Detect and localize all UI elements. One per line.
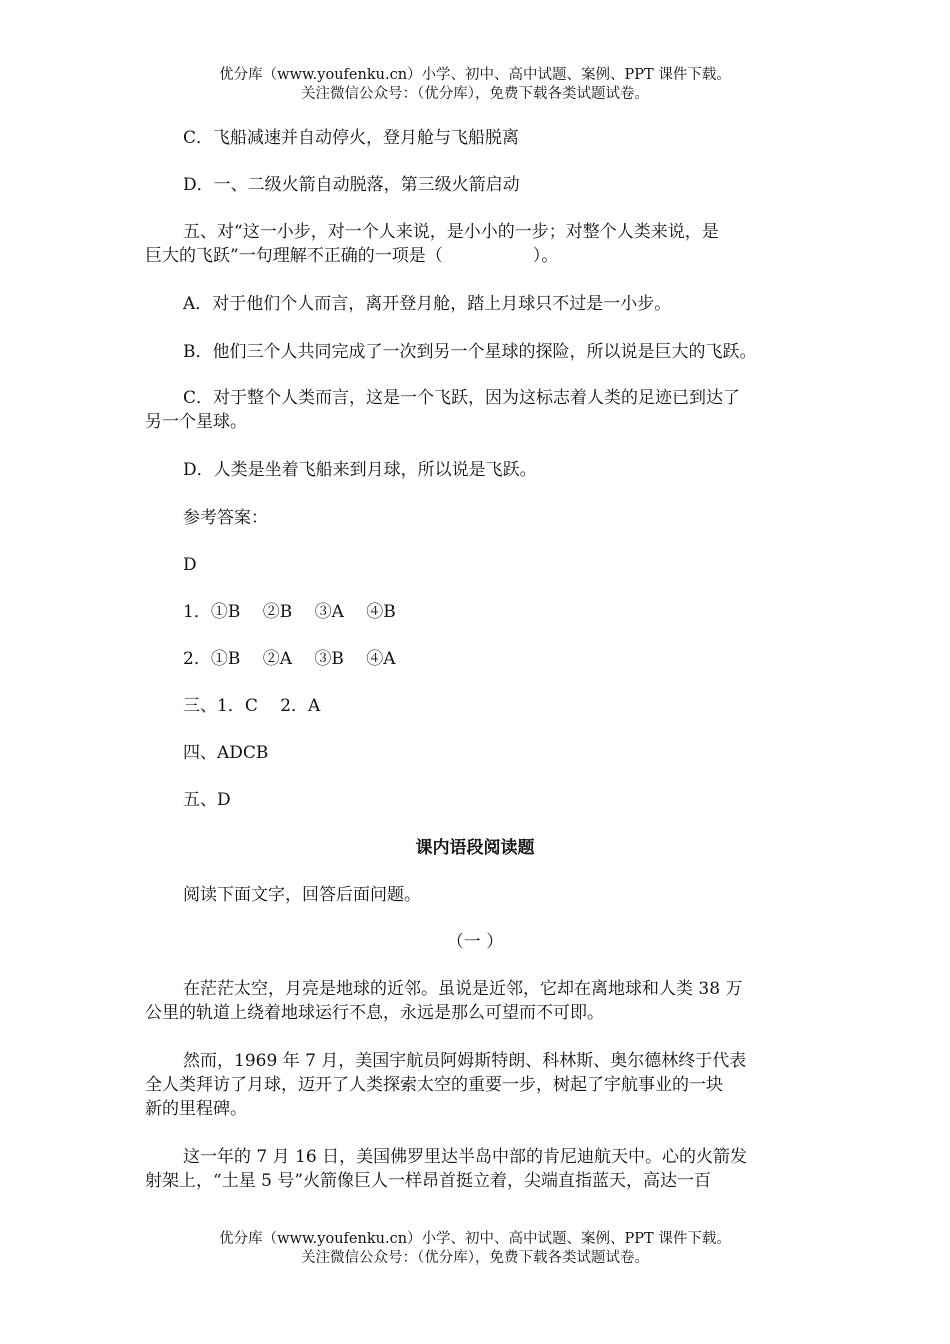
option-5b: B．他们三个人共同完成了一次到另一个星球的探险，所以说是巨大的飞跃。: [183, 342, 757, 362]
paragraph-2-line-1: 然而，1969 年 7 月，美国宇航员阿姆斯特朗、科林斯、奥尔德林终于代表: [183, 1051, 747, 1071]
paragraph-3-line-1: 这一年的 7 月 16 日，美国佛罗里达半岛中部的肯尼迪航天中。心的火箭发: [183, 1147, 748, 1167]
section-title: 课内语段阅读题: [415, 838, 535, 858]
question-5-line-1: 五、对“这一小步，对一个人来说，是小小的一步；对整个人类来说，是: [183, 222, 719, 242]
question-5-end: ）。: [532, 246, 559, 266]
answer-4: 四、ADCB: [183, 743, 269, 763]
paragraph-3-line-2: 射架上，“土星 5 号”火箭像巨人一样昂首挺立着，尖端直指蓝天，高达一百: [145, 1171, 712, 1191]
option-5c-line-1: C．对于整个人类而言，这是一个飞跃，因为这标志着人类的足迹已到达了: [183, 388, 741, 408]
page-footer: [0, 1230, 950, 1268]
footer-line-1: 优分库（www.youfenku.cn）小学、初中、高中试题、案例、PPT 课件下载。: [219, 1231, 731, 1247]
page-header: [0, 66, 950, 104]
answer-2: 2．①B ②A ③B ④A: [183, 649, 396, 669]
question-5-stem: 巨大的飞跃”一句理解不正确的一项是（: [145, 246, 443, 266]
answer-d: D: [183, 555, 197, 575]
header-line-2: 关注微信公众号：（优分库），免费下载各类试题试卷。: [301, 86, 649, 102]
instruction: 阅读下面文字，回答后面问题。: [183, 885, 421, 905]
option-4d: D．一、二级火箭自动脱落，第三级火箭启动: [183, 175, 520, 195]
option-5c-line-2: 另一个星球。: [145, 412, 247, 432]
header-line-1: 优分库（www.youfenku.cn）小学、初中、高中试题、案例、PPT 课件下载。: [219, 67, 731, 83]
paragraph-2-line-2: 全人类拜访了月球，迈开了人类探索太空的重要一步，树起了宇航事业的一块: [145, 1075, 723, 1095]
option-4c: C．飞船减速并自动停火，登月舱与飞船脱离: [183, 128, 520, 148]
paragraph-1-line-1: 在茫茫太空，月亮是地球的近邻。虽说是近邻，它却在离地球和人类 38 万: [183, 979, 743, 999]
option-5a: A．对于他们个人而言，离开登月舱，踏上月球只不过是一小步。: [183, 294, 672, 314]
answer-1: 1．①B ②B ③A ④B: [183, 602, 396, 622]
answers-title: 参考答案：: [183, 508, 268, 528]
paragraph-2-line-3: 新的里程碑。: [145, 1099, 247, 1119]
paragraph-1-line-2: 公里的轨道上绕着地球运行不息，永远是那么可望而不可即。: [145, 1003, 604, 1023]
question-5-line-2: [145, 244, 825, 268]
footer-line-2: 关注微信公众号：（优分库），免费下载各类试题试卷。: [301, 1250, 649, 1266]
answer-5: 五、D: [183, 790, 231, 810]
option-5d: D．人类是坐着飞船来到月球，所以说是飞跃。: [183, 460, 537, 480]
answer-3: 三、1．C 2．A: [183, 696, 321, 716]
part-label: （一 ）: [446, 932, 504, 952]
